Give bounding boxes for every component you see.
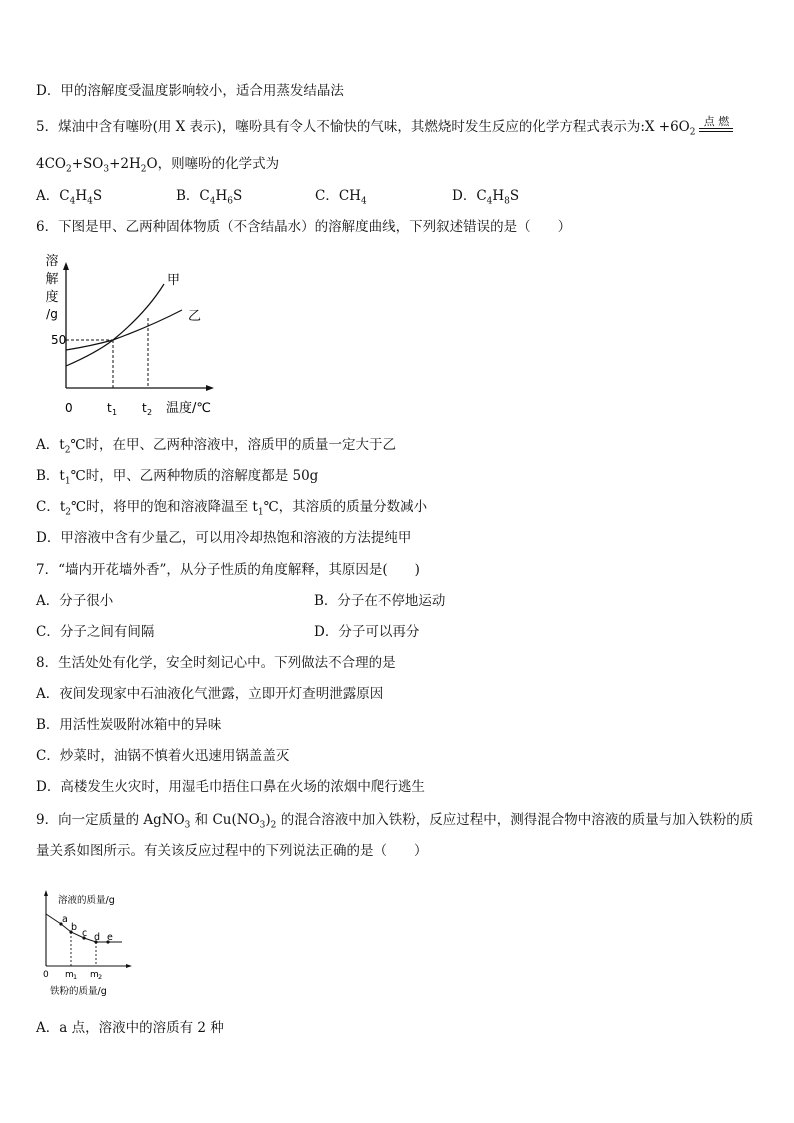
label-jia: 甲 [167, 273, 181, 288]
q6-stem: 6．下图是甲、乙两种固体物质（不含结晶水）的溶解度曲线，下列叙述错误的是（ ） [36, 219, 572, 235]
q7-stem: 7．“墙内开花墙外香”，从分子性质的角度解释，其原因是( ) [36, 562, 420, 578]
reaction-condition [699, 114, 733, 132]
q9-option-a[interactable]: A．a 点，溶液中的溶质有 2 种 [36, 1020, 224, 1036]
x-axis-label: 温度/℃ [166, 401, 211, 416]
q6-option-c[interactable]: C．$t_2℃$时，将甲的饱和溶液降温至 $t_1℃$，其溶质的质量分数减小 [36, 499, 428, 518]
label-a: a [62, 914, 68, 925]
q9-x-axis-label: 铁粉的质量/g [50, 986, 107, 997]
q4-option-d: D．甲的溶解度受温度影响较小，适合用蒸发结晶法 [36, 83, 344, 99]
x-tick-t1: t [107, 401, 112, 415]
y-axis-label-1: 溶 [45, 254, 59, 269]
q5-option-c[interactable]: C．$CH_4$ [315, 188, 367, 207]
q5-stem-text: 5．煤油中含有噻吩(用 X 表示)，噻吩具有令人不愉快的气味，其燃烧时发生反应的化学方程式表示为:X +6O [36, 119, 690, 135]
q7-option-a[interactable]: A．分子很小 [36, 593, 114, 609]
q9-y-axis-label: 溶液的质量/g [58, 895, 115, 906]
q5-option-a[interactable]: A．$C_4H_4S$ [36, 188, 103, 207]
q7-option-b[interactable]: B．分子在不停地运动 [314, 593, 446, 609]
y-tick-50: 50 [51, 333, 67, 347]
q9-stem-line1: 9．向一定质量的 AgNO$_3$ 和 $Cu(NO_3)_2$ 的混合溶液中加入铁粉，反应过程中，测得混合物中溶液的质量与加入铁粉的质 [36, 812, 754, 831]
q9-tick-m1: m [65, 970, 74, 980]
x-tick-t2: t [142, 401, 147, 415]
condition-text: 点 燃 [703, 114, 730, 128]
eq-sub: 2 [66, 164, 72, 175]
x-axis-arrow [206, 385, 214, 391]
q9-y-axis-arrow [44, 890, 48, 896]
y-axis-label-unit: /g [46, 307, 58, 321]
eq-part: +SO [71, 156, 104, 172]
label-d: d [94, 932, 101, 943]
x-tick-t1-sub: 1 [112, 408, 118, 417]
q9-origin: 0 [43, 970, 49, 980]
label-e: e [107, 932, 113, 943]
q5-equation-tail [36, 155, 279, 179]
eq-part: +2H [109, 156, 141, 172]
x-tick-0: 0 [65, 401, 73, 415]
eq-sub: 2 [140, 164, 147, 175]
q5-option-d[interactable]: D．$C_4H_8S$ [452, 188, 520, 207]
label-b: b [71, 922, 78, 933]
q6-option-a[interactable]: A．$t_2℃$时，在甲、乙两种溶液中，溶质甲的质量一定大于乙 [36, 437, 397, 456]
eq-part: O，则噻吩的化学式为 [146, 156, 280, 172]
y-axis-label-2: 解 [45, 272, 59, 287]
q9-stem-line2: 量关系如图所示。有关该反应过程中的下列说法正确的是（ ） [36, 843, 428, 859]
q6-option-d[interactable]: D．甲溶液中含有少量乙，可以用冷却热饱和溶液的方法提纯甲 [36, 530, 412, 546]
solution-mass-figure [36, 888, 146, 1003]
q6-option-b[interactable]: B．$t_1℃$时，甲、乙两种物质的溶解度都是 50g [36, 468, 319, 487]
label-c: c [82, 928, 88, 939]
solubility-curve-figure [36, 248, 236, 420]
q7-option-c[interactable]: C．分子之间有间隔 [36, 624, 155, 640]
q9-tick-m2: m [90, 970, 99, 980]
q8-stem: 8．生活处处有化学，安全时刻记心中。下列做法不合理的是 [36, 655, 396, 671]
eq-part: 4CO [36, 156, 66, 172]
q5-option-b[interactable]: B．$C_4H_6S$ [176, 188, 243, 207]
q8-option-d[interactable]: D．高楼发生火灾时，用湿毛巾捂住口鼻在火场的浓烟中爬行逃生 [36, 779, 425, 795]
q9-tick-m2-sub: 2 [98, 973, 103, 981]
q9-x-axis-arrow [126, 964, 132, 968]
q5-stem [36, 114, 737, 142]
eq-sub: 3 [103, 164, 110, 175]
y-axis-arrow [63, 262, 69, 270]
q9-tick-m1-sub: 1 [73, 973, 78, 981]
q5-o2-sub: 2 [689, 127, 696, 138]
y-axis-label-3: 度 [45, 290, 59, 305]
x-tick-t2-sub: 2 [147, 408, 153, 417]
q7-option-d[interactable]: D．分子可以再分 [314, 624, 420, 640]
q8-option-c[interactable]: C．炒菜时，油锅不慎着火迅速用锅盖盖灭 [36, 748, 290, 764]
label-yi: 乙 [188, 309, 202, 324]
q8-option-a[interactable]: A．夜间发现家中石油液化气泄露，立即开灯查明泄露原因 [36, 686, 384, 702]
q8-option-b[interactable]: B．用活性炭吸附冰箱中的异味 [36, 717, 222, 733]
